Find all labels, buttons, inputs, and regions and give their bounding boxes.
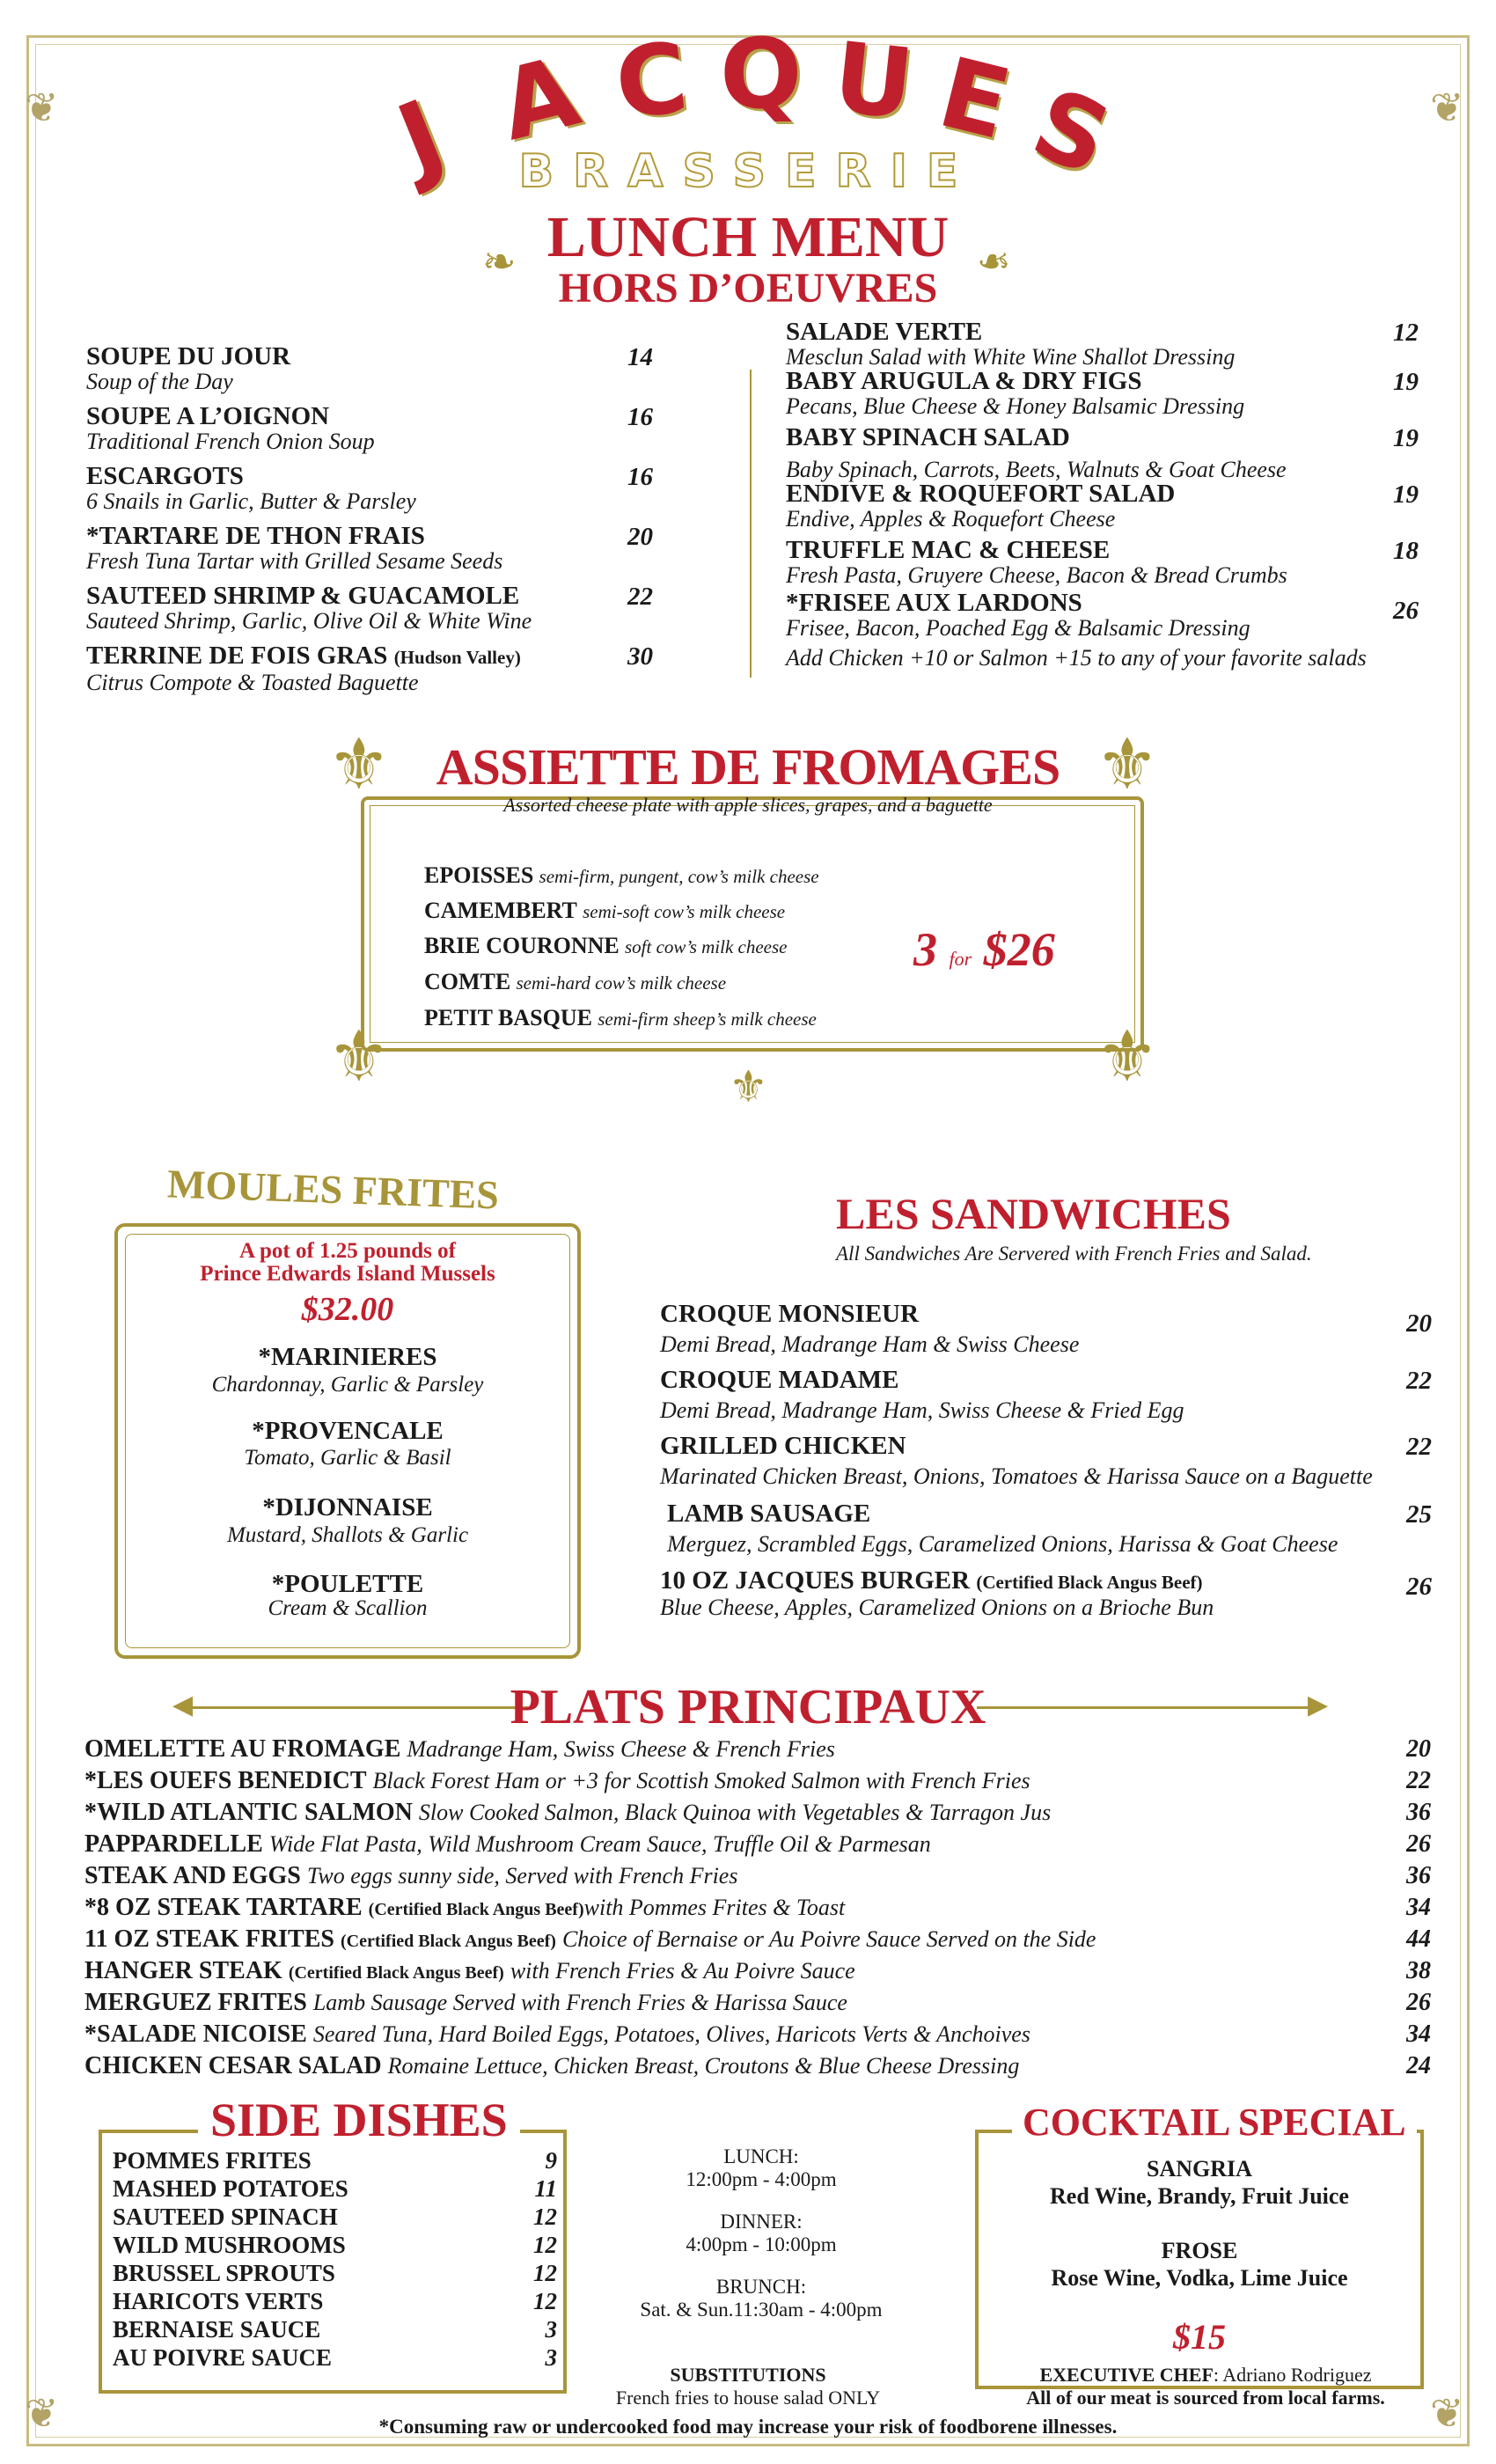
logo-letter: A (488, 34, 590, 163)
substitutions-text: French fries to house salad ONLY (615, 2387, 881, 2409)
side-item (113, 2288, 557, 2314)
item-desc: Lamb Sausage Served with French Fries & Harissa Sauce (312, 1990, 847, 2015)
item-name: *8 OZ STEAK TARTARE (84, 1894, 363, 1921)
item-price: 25 (1406, 1500, 1432, 1529)
cheese-item (424, 933, 788, 959)
side-price: 12 (533, 2288, 557, 2314)
menu-item (86, 642, 653, 695)
item-desc: Mesclun Salad with White Wine Shallot Dressing (786, 344, 1236, 370)
item-desc: Wide Flat Pasta, Wild Mushroom Cream Sauce, Truffle Oil & Parmesan (268, 1831, 931, 1857)
moules-intro-1: A pot of 1.25 pounds of (239, 1239, 456, 1263)
side-price: 3 (545, 2344, 557, 2371)
side-item (113, 2147, 557, 2174)
item-price: 20 (1406, 1735, 1431, 1763)
item-price: 19 (1393, 424, 1419, 452)
menu-item (84, 1735, 1431, 1765)
logo-letter: E (928, 35, 1021, 162)
item-price: 22 (627, 583, 653, 611)
item-name: GRILLED CHICKEN (660, 1432, 906, 1460)
item-name: ESCARGOTS (86, 462, 244, 490)
logo-letter: S (1017, 66, 1126, 198)
cocktail-desc: Red Wine, Brandy, Fruit Juice (1050, 2183, 1349, 2209)
side-price: 12 (533, 2260, 557, 2286)
item-desc: Seared Tuna, Hard Boiled Eggs, Potatoes, Olives, Haricots Verts & Anchoives (312, 2021, 1030, 2047)
salad-addon-note: Add Chicken +10 or Salmon +15 to any of your favorite salads (786, 645, 1367, 671)
menu-item (786, 424, 1419, 482)
item-name: 10 OZ JACQUES BURGER (660, 1566, 971, 1595)
menu-item (660, 1500, 1434, 1557)
logo-letter: C (610, 21, 693, 141)
item-desc: Slow Cooked Salmon, Black Quinoa with Vegetables & Tarragon Jus (418, 1800, 1052, 1825)
cheese-item (424, 862, 819, 889)
item-price: 20 (627, 523, 653, 551)
item-name: *SALADE NICOISE (84, 2020, 307, 2048)
menu-item (786, 537, 1419, 588)
cheese-price-for: for (949, 948, 972, 970)
item-price: 14 (627, 343, 653, 371)
section-title-hors-doeuvres: HORS D’OEUVRES (558, 265, 938, 312)
chef-name: : Adriano Rodriguez (1213, 2364, 1372, 2386)
item-price: 22 (1406, 1433, 1432, 1461)
item-price: 22 (1406, 1767, 1431, 1794)
column-divider (750, 370, 752, 678)
item-price: 18 (1393, 537, 1419, 565)
section-title-plats: PLATS PRINCIPAUX (510, 1680, 986, 1734)
menu-item (84, 2052, 1431, 2082)
item-name: CROQUE MADAME (660, 1366, 899, 1394)
item-note: (Certified Black Angus Beef) (976, 1572, 1203, 1593)
cheese-name: PETIT BASQUE (424, 1005, 592, 1030)
item-name: TRUFFLE MAC & CHEESE (786, 536, 1111, 564)
arrow-left-icon: ◀ (172, 1690, 194, 1720)
cheese-desc: semi-soft cow’s milk cheese (583, 901, 786, 922)
substitutions-label: SUBSTITUTIONS (670, 2364, 826, 2386)
fleur-de-lis-icon: ⚜ (327, 1019, 391, 1096)
item-name: OMELETTE AU FROMAGE (84, 1735, 401, 1763)
item-price: 12 (1393, 319, 1419, 347)
item-desc: Blue Cheese, Apples, Caramelized Onions on a Brioche Bun (660, 1595, 1214, 1620)
menu-item (660, 1433, 1434, 1489)
section-subtitle: Assorted cheese plate with apple slices, grapes, and a baguette (503, 794, 993, 816)
logo-letter: Q (720, 18, 803, 130)
item-price: 34 (1406, 1894, 1431, 1921)
corner-ornament-icon: ❦ (1430, 2391, 1464, 2436)
item-price: 26 (1406, 1989, 1431, 2016)
moules-item-name: *POULETTE (271, 1570, 424, 1598)
cocktail-name: FROSE (1161, 2238, 1238, 2263)
side-name: POMMES FRITES (113, 2147, 312, 2174)
item-desc: Marinated Chicken Breast, Onions, Tomatoes & Harissa Sauce on a Baguette (660, 1463, 1373, 1489)
item-name: BABY SPINACH SALAD (786, 423, 1070, 451)
menu-item (84, 1799, 1431, 1829)
cheese-desc: semi-firm sheep’s milk cheese (598, 1008, 817, 1030)
item-name: 11 OZ STEAK FRITES (84, 1925, 334, 1953)
moules-item-name: *MARINIERES (258, 1343, 437, 1371)
item-name: CROQUE MONSIEUR (660, 1300, 920, 1328)
side-name: BRUSSEL SPROUTS (113, 2260, 335, 2286)
side-item (113, 2260, 557, 2286)
item-price: 30 (627, 642, 653, 671)
item-desc: Fresh Pasta, Gruyere Cheese, Bacon & Bread Crumbs (786, 562, 1287, 588)
side-price: 11 (534, 2175, 557, 2202)
item-note: (Hudson Valley) (393, 647, 521, 668)
item-name: SOUPE DU JOUR (86, 342, 291, 370)
cheese-name: CAMEMBERT (424, 898, 577, 923)
moules-item-desc: Chardonnay, Garlic & Parsley (211, 1373, 484, 1397)
menu-item (84, 1989, 1431, 2019)
side-item (113, 2204, 557, 2230)
cheese-item (424, 969, 726, 995)
side-name: MASHED POTATOES (113, 2175, 348, 2202)
menu-item (84, 1862, 1431, 1892)
moules-item-desc: Cream & Scallion (268, 1596, 428, 1620)
item-name: *FRISEE AUX LARDONS (786, 589, 1082, 617)
menu-item (84, 1894, 1431, 1924)
moules-price: $32.00 (301, 1291, 394, 1328)
item-desc: Madrange Ham, Swiss Cheese & French Fries (407, 1736, 835, 1762)
item-price: 44 (1406, 1925, 1431, 1953)
corner-ornament-icon: ❦ (1430, 85, 1464, 130)
item-cert: (Certified Black Angus Beef) (288, 1963, 504, 1983)
side-price: 12 (533, 2204, 557, 2230)
item-price: 22 (1406, 1367, 1432, 1395)
item-desc: Black Forest Ham or +3 for Scottish Smoked Salmon with French Fries (372, 1768, 1030, 1793)
menu-item (84, 1925, 1431, 1955)
moules-item-desc: Mustard, Shallots & Garlic (226, 1523, 469, 1547)
moules-item-desc: Tomato, Garlic & Basil (244, 1446, 451, 1470)
item-name: LAMB SAUSAGE (667, 1500, 871, 1528)
item-desc: Demi Bread, Madrange Ham & Swiss Cheese (660, 1331, 1080, 1357)
menu-item (660, 1567, 1434, 1620)
menu-item (86, 522, 653, 574)
food-safety-warning: *Consuming raw or undercooked food may increase your risk of foodborene illnesses. (378, 2416, 1118, 2438)
item-desc: 6 Snails in Garlic, Butter & Parsley (86, 488, 416, 514)
item-price: 16 (627, 403, 653, 431)
item-price: 19 (1393, 368, 1419, 396)
side-price: 3 (545, 2316, 557, 2343)
item-desc: Pecans, Blue Cheese & Honey Balsamic Dressing (786, 393, 1245, 419)
fleur-de-lis-icon: ⚜ (1096, 1019, 1159, 1096)
hours-dinner-label: DINNER: (720, 2211, 803, 2233)
item-desc: Demi Bread, Madrange Ham, Swiss Cheese & Fried Egg (660, 1397, 1184, 1423)
hours-dinner: 4:00pm - 10:00pm (686, 2233, 837, 2255)
menu-item (786, 590, 1419, 641)
moules-item-name: *PROVENCALE (252, 1417, 444, 1445)
menu-item (84, 1830, 1431, 1860)
cocktail-desc: Rose Wine, Vodka, Lime Juice (1051, 2265, 1348, 2291)
cocktail-price: $15 (1173, 2317, 1226, 2357)
hours-brunch: Sat. & Sun.11:30am - 4:00pm (640, 2299, 883, 2321)
moules-item-name: *DIJONNAISE (262, 1493, 433, 1522)
ornament-icon: ❧ (482, 239, 517, 284)
fleur-de-lis-icon: ⚜ (729, 1062, 768, 1111)
ornament-icon: ❧ (977, 239, 1011, 284)
cheese-name: EPOISSES (424, 862, 534, 888)
item-price: 34 (1406, 2020, 1431, 2048)
item-desc: Romaine Lettuce, Chicken Breast, Croutons & Blue Cheese Dressing (387, 2053, 1020, 2079)
item-name: *WILD ATLANTIC SALMON (84, 1799, 413, 1826)
logo-letter: J (383, 77, 459, 197)
menu-item (660, 1301, 1434, 1357)
item-price: 38 (1406, 1957, 1431, 1984)
fleur-de-lis-icon: ⚜ (1096, 727, 1159, 804)
item-price: 36 (1406, 1862, 1431, 1889)
item-name: SOUPE A L’OIGNON (86, 402, 330, 430)
item-price: 20 (1406, 1309, 1432, 1338)
side-price: 12 (533, 2232, 557, 2258)
item-name: HANGER STEAK (84, 1957, 282, 1984)
side-item (113, 2232, 557, 2258)
cheese-name: COMTE (424, 969, 511, 994)
side-item (113, 2344, 557, 2371)
menu-item (84, 2020, 1431, 2050)
item-cert: (Certified Black Angus Beef) (340, 1932, 556, 1951)
item-desc: Endive, Apples & Roquefort Cheese (786, 506, 1116, 532)
item-price: 26 (1406, 1573, 1432, 1601)
item-name: TERRINE DE FOIS GRAS (86, 642, 388, 670)
cheese-price-qty: 3 (913, 923, 937, 976)
menu-title: LUNCH MENU (546, 205, 950, 269)
item-name-wrap (86, 642, 649, 671)
item-price: 26 (1393, 597, 1419, 625)
cheese-name: BRIE COURONNE (424, 933, 620, 958)
item-desc: Soup of the Day (86, 369, 233, 394)
side-name: AU POIVRE SAUCE (113, 2344, 333, 2371)
menu-item (84, 1767, 1431, 1797)
item-name: *LES OUEFS BENEDICT (84, 1767, 367, 1794)
moules-intro-2: Prince Edwards Island Mussels (200, 1262, 495, 1286)
side-item (113, 2175, 557, 2202)
section-title-sides: SIDE DISHES (198, 2093, 520, 2147)
section-title-moules: MOULES FRITES (166, 1161, 500, 1218)
item-name: ENDIVE & ROQUEFORT SALAD (786, 480, 1176, 508)
menu-item (786, 480, 1419, 532)
item-desc: Two eggs sunny side, Served with French Fries (306, 1863, 738, 1888)
corner-ornament-icon: ❦ (25, 85, 59, 130)
side-price: 9 (545, 2147, 557, 2174)
item-name: MERGUEZ FRITES (84, 1989, 307, 2016)
item-desc: Merguez, Scrambled Eggs, Caramelized Onions, Harissa & Goat Cheese (667, 1531, 1338, 1557)
cheese-item (424, 1005, 817, 1031)
item-name: SALADE VERTE (786, 318, 983, 346)
side-name: BERNAISE SAUCE (113, 2316, 321, 2343)
chef-label: EXECUTIVE CHEF (1039, 2364, 1214, 2386)
item-name: STEAK AND EGGS (84, 1862, 301, 1889)
item-desc: Choice of Bernaise or Au Poivre Sauce Served on the Side (561, 1926, 1096, 1952)
cheese-price (913, 922, 1055, 977)
menu-item (786, 319, 1419, 370)
hours-lunch-label: LUNCH: (723, 2145, 799, 2167)
arrow-right-icon: ▶ (1308, 1690, 1329, 1720)
item-price: 19 (1393, 480, 1419, 509)
item-desc: Baby Spinach, Carrots, Beets, Walnuts & Goat Cheese (786, 457, 1287, 482)
cheese-item (424, 898, 785, 924)
item-name-wrap (660, 1567, 1434, 1595)
item-price: 36 (1406, 1799, 1431, 1826)
side-item (113, 2316, 557, 2343)
cheese-price-value: $26 (983, 923, 1055, 976)
side-name: WILD MUSHROOMS (113, 2232, 346, 2258)
section-title-cheese: ASSIETTE DE FROMAGES (436, 738, 1060, 796)
item-name: PAPPARDELLE (84, 1830, 263, 1858)
section-subtitle: All Sandwiches Are Servered with French Fries and Salad. (836, 1243, 1312, 1265)
corner-ornament-icon: ❦ (25, 2391, 59, 2436)
item-name: CHICKEN CESAR SALAD (84, 2052, 382, 2079)
item-price: 16 (627, 463, 653, 491)
chef-credit (950, 2364, 1461, 2387)
menu-item (660, 1367, 1434, 1423)
hours-brunch-label: BRUNCH: (715, 2276, 807, 2298)
menu-item (86, 342, 653, 394)
item-desc: Citrus Compote & Toasted Baguette (86, 670, 419, 695)
item-price: 26 (1406, 1830, 1431, 1858)
cocktail-name: SANGRIA (1147, 2156, 1252, 2182)
menu-item (86, 402, 653, 454)
menu-item (84, 1957, 1431, 1987)
item-cert: (Certified Black Angus Beef) (368, 1900, 584, 1919)
item-price: 24 (1406, 2052, 1431, 2079)
side-name: SAUTEED SPINACH (113, 2204, 338, 2230)
item-desc: with French Fries & Au Poivre Sauce (510, 1958, 855, 1984)
menu-item (86, 582, 653, 634)
local-sourcing-note: All of our meat is sourced from local farms. (1026, 2387, 1385, 2409)
cheese-desc: soft cow’s milk cheese (625, 936, 788, 957)
item-desc: with Pommes Frites & Toast (583, 1895, 846, 1920)
item-desc: Frisee, Bacon, Poached Egg & Balsamic Dressing (786, 615, 1250, 641)
section-title-cocktail: COCKTAIL SPECIAL (1012, 2100, 1417, 2145)
item-name: *TARTARE DE THON FRAIS (86, 522, 425, 550)
item-desc: Fresh Tuna Tartar with Grilled Sesame Seeds (86, 548, 503, 574)
item-name: BABY ARUGULA & DRY FIGS (786, 367, 1142, 395)
menu-item (786, 368, 1419, 419)
menu-item (86, 462, 653, 514)
logo-letter: U (828, 20, 919, 142)
item-name: SAUTEED SHRIMP & GUACAMOLE (86, 582, 520, 610)
item-desc: Sauteed Shrimp, Garlic, Olive Oil & White Wine (86, 608, 532, 634)
hours-lunch: 12:00pm - 4:00pm (686, 2168, 837, 2190)
side-name: HARICOTS VERTS (113, 2288, 324, 2314)
item-desc: Traditional French Onion Soup (86, 429, 375, 454)
fleur-de-lis-icon: ⚜ (327, 727, 391, 804)
cheese-desc: semi-hard cow’s milk cheese (516, 972, 727, 994)
brasserie-subtitle: BRASSERIE (518, 145, 978, 198)
cheese-desc: semi-firm, pungent, cow’s milk cheese (539, 866, 819, 887)
section-title-sandwiches: LES SANDWICHES (836, 1189, 1231, 1238)
